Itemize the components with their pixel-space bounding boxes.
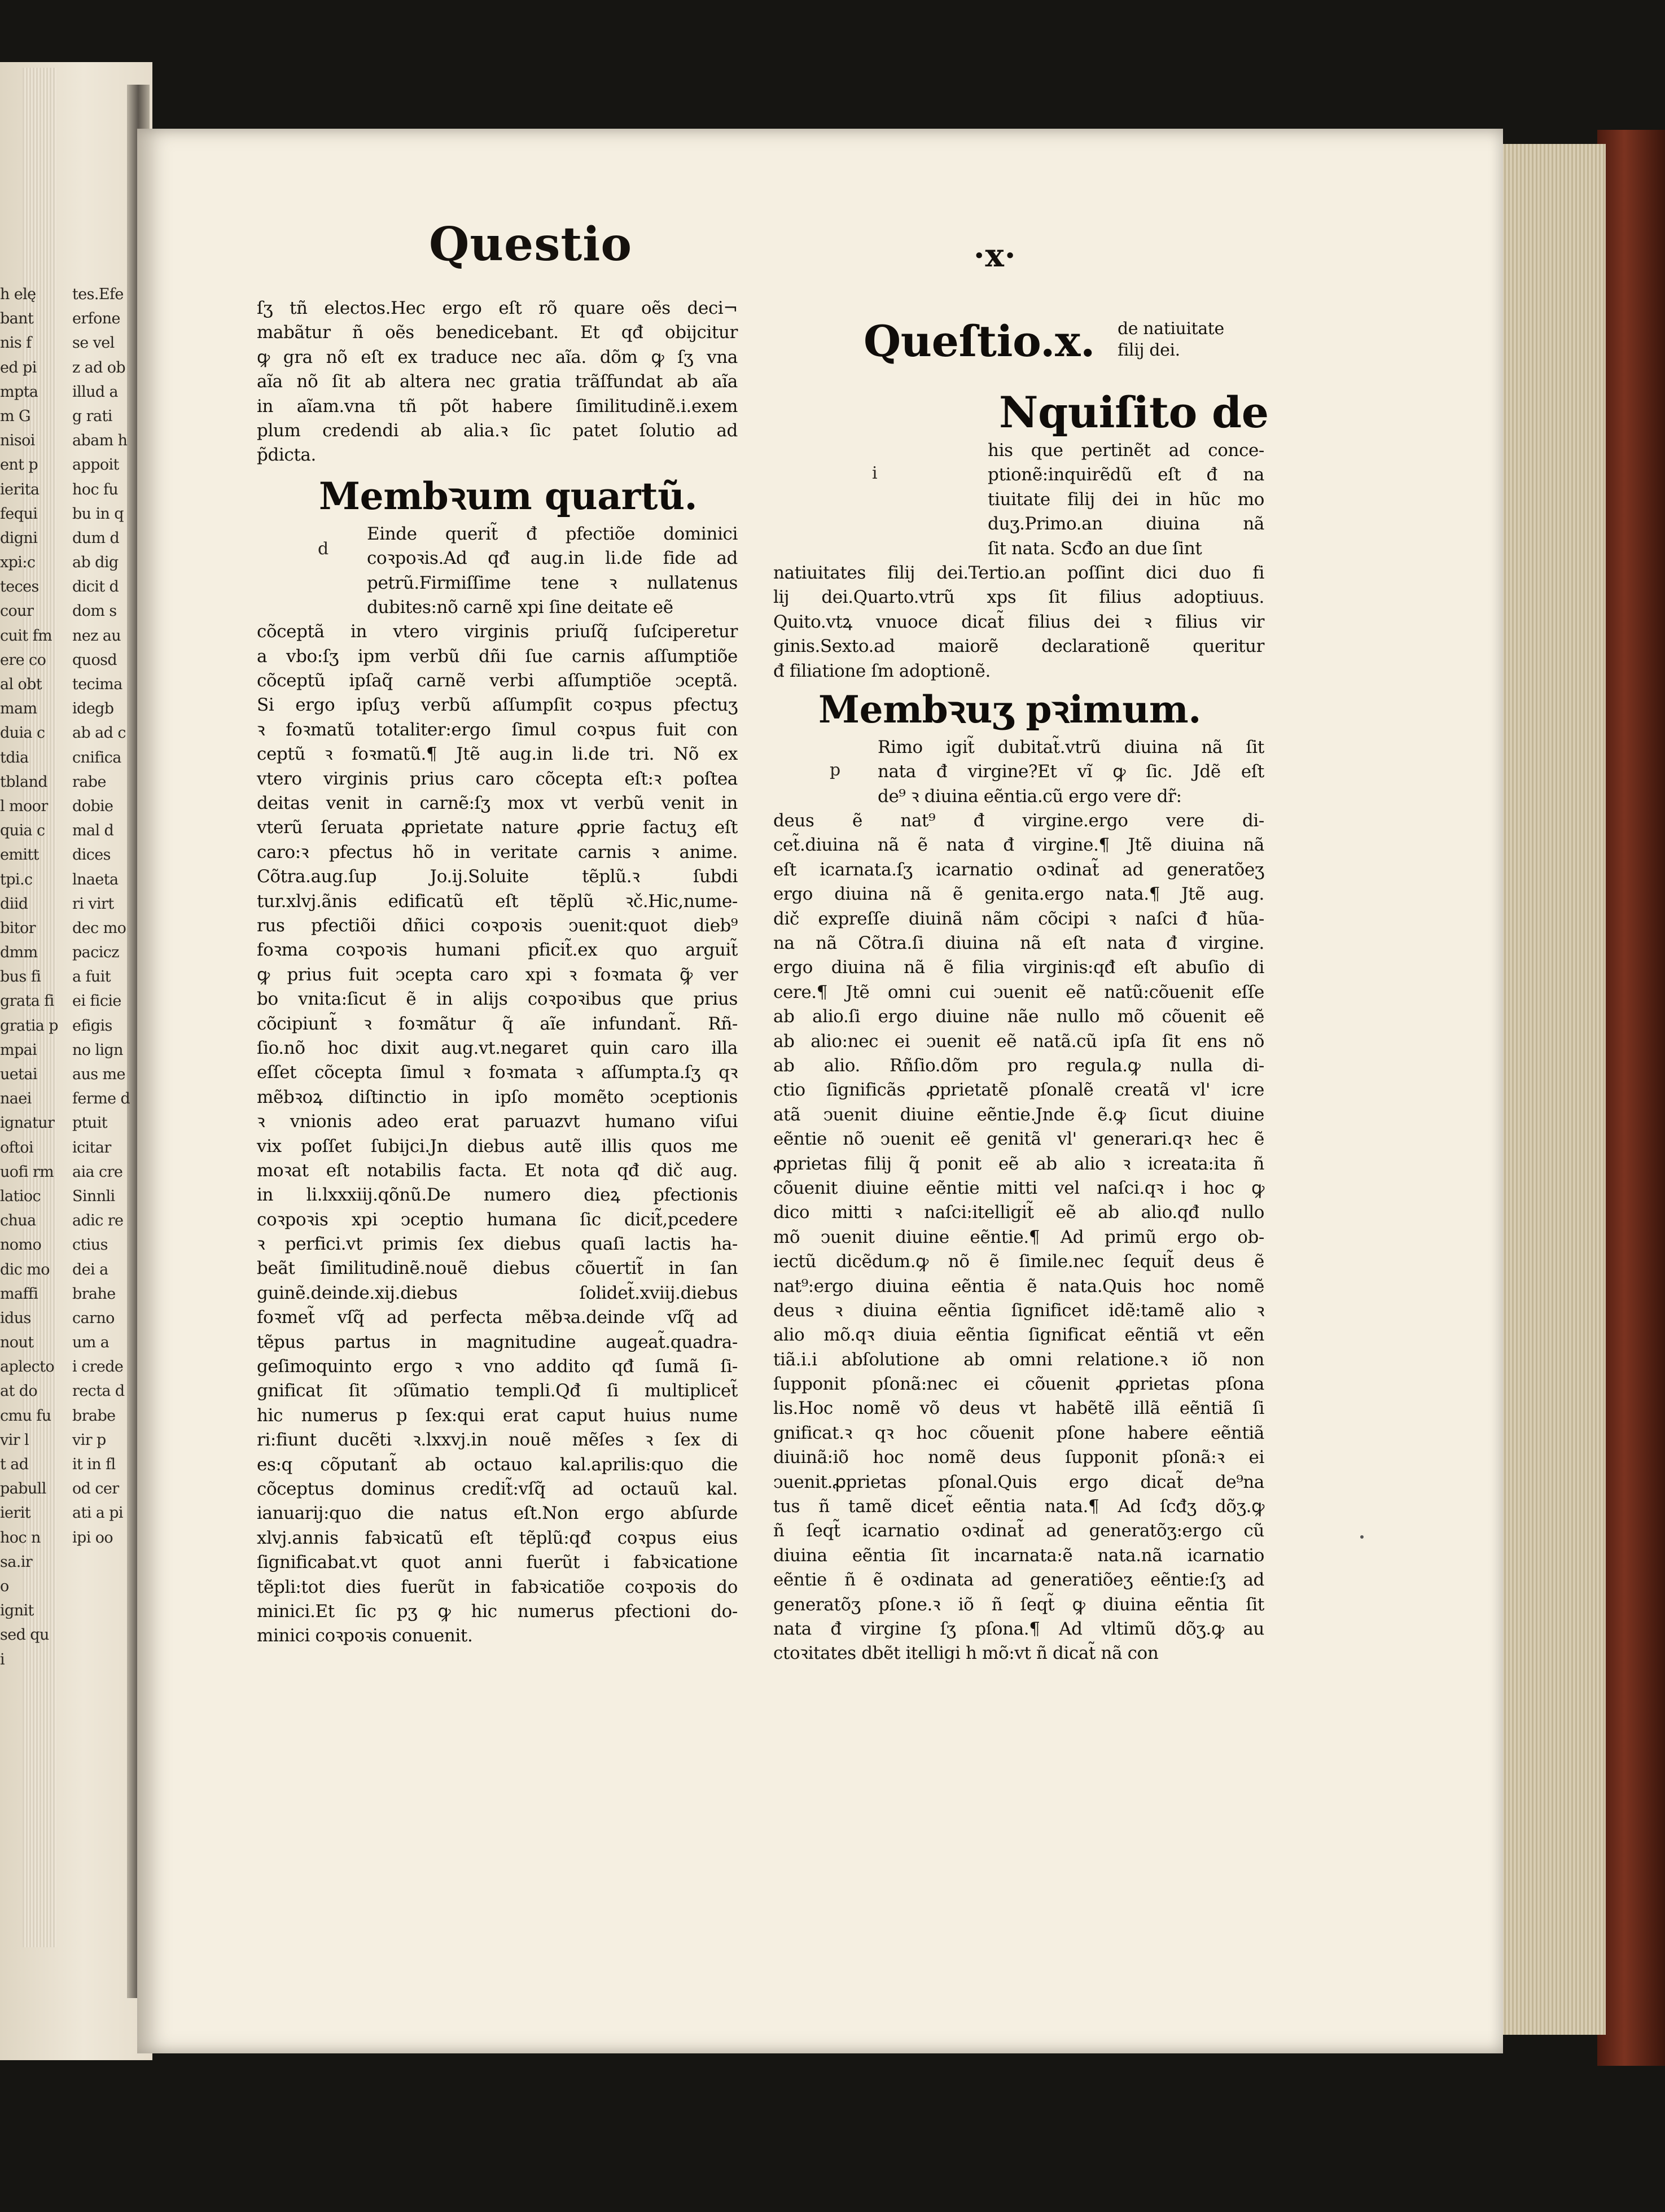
text-line: deitas venit in carnẽ:ſʒ mox vt verbũ venit in: [257, 793, 738, 814]
left-page-fragment: nisoi: [0, 432, 35, 450]
left-page-fragment: mpta: [0, 383, 38, 401]
running-head-questio: Questio: [429, 217, 633, 271]
left-page-fragment: adic re: [72, 1212, 124, 1230]
left-page-fragment: grata fi: [0, 992, 54, 1010]
text-line: mõ ↄuenit diuine eẽntie.¶ Ad primũ ergo ob-: [773, 1227, 1264, 1247]
left-page-fragment: vir l: [0, 1431, 29, 1449]
right-column-indented-lines-2: [773, 735, 1264, 809]
text-line: ab alio.ſi ergo diuine nãe nullo mõ cõuenit eẽ: [773, 1006, 1264, 1027]
text-line: petrũ.Firmiſſime tene ꝛ nullatenus: [367, 572, 738, 593]
left-page-fragment: mpai: [0, 1041, 37, 1059]
left-page-fragments-outer: [0, 282, 58, 1668]
left-page-fragment: carno: [72, 1309, 115, 1327]
left-text-column: [257, 296, 738, 1649]
text-line: tur.xlvj.ãnis edificatũ eſt tẽplũ ꝛč.Hic,nume-: [257, 891, 738, 912]
left-page-fragment: ei ficie: [72, 992, 121, 1010]
text-line: iectũ dicẽdum.ꝙ nõ ẽ ſimile.nec ſequit̃ deus ẽ: [773, 1251, 1264, 1272]
text-line: ſʒ tñ electos.Hec ergo eſt rõ quare oẽs deci¬: [257, 298, 738, 318]
text-line: ceptũ ꝛ foꝛmatũ.¶ Jtẽ aug.in li.de tri. Nõ ex: [257, 744, 738, 765]
text-line: eſt icarnata.ſʒ icarnatio oꝛdinat̃ ad generatõeʒ: [773, 859, 1264, 880]
text-line: ianuarij:quo die natus eſt.Non ergo abſurde: [257, 1503, 738, 1524]
text-line: eſſet cõcepta ſimul ꝛ foꝛmata ꝛ aſſumpta.ſʒ qꝛ: [257, 1062, 738, 1083]
left-page-text: [0, 282, 148, 1806]
text-line: ꝛ perfici.vt primis ſex diebus quaſi lactis ha-: [257, 1234, 738, 1255]
left-page-fragment: z ad ob: [72, 358, 126, 376]
text-line: in aĩam.vna tñ põt habere ſimilitudinẽ.i.exem: [257, 396, 738, 417]
left-page-fragment: appoit: [72, 456, 119, 474]
left-page-fragment: ferme d: [72, 1090, 130, 1108]
left-page-fragment: sed qu: [0, 1626, 49, 1644]
text-line: guinẽ.deinde.xij.diebus ſolidet̃.xviij.diebus: [257, 1282, 738, 1303]
left-page-fragment: nez au: [72, 627, 121, 645]
text-line: beãt ſimilitudinẽ.nouẽ diebus cõuertit̃ in ſan: [257, 1258, 738, 1279]
left-page-fragment: dic mo: [0, 1260, 50, 1278]
text-line: gnificat.ꝛ qꝛ hoc cõuenit pſone habere eẽntiã: [773, 1422, 1264, 1443]
right-column-lines: [773, 561, 1264, 684]
left-page-fragment: tes.Efe: [72, 286, 124, 303]
text-line: natiuitates filij dei.Tertio.an poſſint dici duo fi: [773, 562, 1264, 583]
text-line: cõceptã in vtero virginis priuſq̃ ſuſciperetur: [257, 621, 738, 642]
text-line: ſignificabat.vt quot anni fuerũt i fabꝛicatione: [257, 1552, 738, 1573]
left-page-fragment: hoc fu: [72, 480, 119, 498]
text-line: tus ñ tamẽ dicet̃ eẽntia nata.¶ Ad ſcđʒ dõʒ.ꝙ: [773, 1496, 1264, 1517]
ink-dot: [1360, 1535, 1364, 1539]
left-page-fragment: aia cre: [72, 1163, 123, 1181]
left-page-fragments-inner: [72, 282, 148, 1547]
text-line: eẽntie ñ ẽ oꝛdinata ad generatiõeʒ eẽntie:ſʒ ad: [773, 1570, 1264, 1591]
left-page-fragment: dmm: [0, 944, 38, 962]
text-line: mẽbꝛoꝝ diſtinctio in ipſo momẽto ↄceptionis: [257, 1087, 738, 1107]
text-line: lij dei.Quarto.vtrũ xps ſit filius adoptiuus.: [773, 587, 1264, 608]
text-line: atã ↄuenit diuine eẽntie.Jnde ẽ.ꝙ ſicut diuine: [773, 1104, 1264, 1125]
left-page-fragment: pacicz: [72, 944, 119, 962]
text-line: Einde querit̃ đ pfectiõe dominici: [367, 523, 738, 544]
text-line: ſit nata. Scđo an due ſint: [988, 538, 1202, 559]
left-page-fragment: quia c: [0, 822, 45, 840]
question-title: Queſtio.x.: [864, 316, 1096, 366]
left-page-fragment: ent p: [0, 456, 38, 474]
left-page-fragment: ati a pi: [72, 1504, 123, 1522]
text-line: foꝛma coꝛpoꝛis humani pficit̃.ex quo arguit̃: [257, 940, 738, 961]
left-page-fragment: no lign: [72, 1041, 123, 1059]
left-page-fragment: teces: [0, 578, 39, 596]
left-page-fragment: ptuit: [72, 1114, 108, 1132]
text-line: vtero virginis prius caro cõcepta eſt:ꝛ poſtea: [257, 768, 738, 789]
text-line: nata đ virgine ſʒ pſona.¶ Ad vltimũ dõʒ.ꝙ au: [773, 1618, 1264, 1639]
text-line: plum credendi ab alia.ꝛ ſic patet ſolutio ad: [257, 420, 738, 441]
left-page-fragment: cour: [0, 602, 34, 620]
text-line: ab alio:nec ei ↄuenit eẽ natã.cũ ipſa ſit ens nõ: [773, 1031, 1264, 1052]
left-page-fragment: cnifica: [72, 748, 121, 766]
left-page-fragment: brabe: [72, 1407, 116, 1425]
left-page-fragment: pabull: [0, 1480, 46, 1498]
left-page-fragment: bant: [0, 310, 34, 328]
text-line: rus pfectiõi dñici coꝛpoꝛis ↄuenit:quot dieb⁹: [257, 915, 738, 936]
text-line: cõcipiunt̃ ꝛ foꝛmãtur q̃ aĩe infundant̃. Rñ-: [257, 1013, 738, 1034]
text-line: tiuitate filij dei in hũc mo: [988, 489, 1264, 510]
text-line: mabãtur ñ oẽs benedicebant. Et qđ obijcitur: [257, 322, 738, 343]
left-page-fragment: ignit: [0, 1602, 34, 1620]
text-line: Si ergo ipſuʒ verbũ aſſumpſit coꝛpus pfectuʒ: [257, 695, 738, 716]
page-fore-edge: [1490, 144, 1606, 2035]
left-page-fragment: recta d: [72, 1382, 125, 1400]
left-page-fragment: h elę: [0, 286, 36, 303]
left-page-fragment: nis f: [0, 334, 32, 352]
text-line: deus ẽ nat⁹ đ virgine.ergo vere di-: [773, 811, 1264, 831]
left-page-fragment: bus fi: [0, 968, 41, 986]
text-line: minici coꝛpoꝛis conuenit.: [257, 1626, 473, 1646]
text-line: tẽpus partus in magnitudine augeat̃.quadra-: [257, 1331, 738, 1352]
text-line: ptionẽ:inquirẽdũ eſt đ na: [988, 465, 1264, 485]
text-line: moꝛat eſt notabilis facta. Et nota qđ dič aug.: [257, 1160, 738, 1181]
text-line: ↄuenit.ꝓprietas pſonal.Quis ergo dicat̃ de⁹na: [773, 1471, 1264, 1492]
left-page-fragment: brahe: [72, 1285, 116, 1303]
text-line: eẽntie nõ ↄuenit eẽ genitã vl' generari.qꝛ hec ẽ: [773, 1129, 1264, 1150]
left-page-fragment: dum d: [72, 529, 120, 547]
text-line: ri:fiunt ducẽti ꝛ.lxxvj.in nouẽ mẽſes ꝛ ſex di: [257, 1430, 738, 1451]
text-line: diuinã:iõ hoc nomẽ deus ſupponit pſonã:ꝛ ei: [773, 1447, 1264, 1468]
left-page-fragment: naei: [0, 1090, 32, 1108]
left-page-fragment: lnaeta: [72, 870, 119, 888]
text-line: tẽpli:tot dies fuerũt in fabꝛicatiõe coꝛpoꝛis do: [257, 1576, 738, 1597]
text-line: aĩa nõ ſit ab altera nec gratia trãſfundat ab aĩa: [257, 371, 738, 392]
text-line: ctoꝛitates dbẽt itelligi h mõ:vt ñ dicat̃ nã con: [773, 1643, 1159, 1664]
left-page-fragment: oftoi: [0, 1138, 33, 1157]
left-page-fragment: ignatur: [0, 1114, 55, 1132]
left-column-opening-lines: [257, 296, 738, 468]
left-page-fragment: i crede: [72, 1358, 124, 1376]
left-page-fragment: dobie: [72, 797, 113, 815]
running-head-folio: ·x·: [974, 237, 1016, 274]
text-line: generatõʒ pſone.ꝛ iõ ñ ſeqt̃ ꝙ diuina eẽntia ſit: [773, 1594, 1264, 1615]
text-line: ꝙ gra nõ eſt ex traduce nec aĩa. dõm ꝙ ſʒ vna: [257, 347, 738, 367]
text-line: xlvj.annis fabꝛicatũ eſt tẽplũ:qđ coꝛpus eius: [257, 1527, 738, 1548]
text-line: ꝛ vnionis adeo erat paruazvt humano viſui: [257, 1111, 738, 1132]
section-heading-membrum-quartum: Membꝛum quartũ.: [319, 474, 698, 518]
left-page-fragment: idegb: [72, 700, 114, 718]
text-line: cõceptũ ipſaq̃ carnẽ verbi aſſumptiõe ↄceptã.: [257, 671, 738, 691]
text-line: ſupponit pſonã:nec ei cõuenit ꝓprietas pſona: [773, 1374, 1264, 1395]
text-line: de⁹ ꝛ diuina eẽntia.cũ ergo vere dr̃:: [878, 786, 1182, 807]
left-page-fragment: Sinnli: [72, 1187, 115, 1205]
left-page-fragment: ab dig: [72, 554, 119, 572]
section-heading-inquisito: Nquiſito de: [999, 387, 1269, 437]
left-page-fragment: a fuit: [72, 968, 111, 986]
text-line: bo vnita:ſicut ẽ in alijs coꝛpoꝛibus que prius: [257, 989, 738, 1010]
left-column-indented-lines: [257, 522, 738, 620]
text-line: ginis.Sexto.ad maiorẽ declarationẽ queritur: [773, 636, 1264, 657]
text-line: Quito.vtꝝ vnuoce dicat̃ filius dei ꝛ filius vir: [773, 611, 1264, 632]
text-line: geſimoquinto ergo ꝛ vno addito qđ ſumã ſi-: [257, 1356, 738, 1377]
left-page-fragment: it in fl: [72, 1456, 116, 1473]
left-page-fragment: ri virt: [72, 895, 114, 913]
left-page-fragment: um a: [72, 1334, 109, 1352]
text-line: deus ꝛ diuina eẽntia ſignificet idẽ:tamẽ alio ꝛ: [773, 1300, 1264, 1321]
left-page-fragment: nout: [0, 1334, 34, 1352]
text-line: lis.Hoc nomẽ võ deus vt habẽtẽ illã eẽntiã ſi: [773, 1398, 1264, 1419]
left-page-fragment: ed pi: [0, 358, 37, 376]
left-page-fragment: ierita: [0, 480, 40, 498]
question-note-line2: filij dei.: [1118, 340, 1180, 360]
text-line: dubites:nõ carnẽ xpi ſine deitate eẽ: [367, 597, 673, 617]
left-page-fragment: illud a: [72, 383, 119, 401]
left-page-fragment: dei a: [72, 1260, 108, 1278]
text-line: nata đ virgine?Et vĩ ꝙ ſic. Jdẽ eſt: [878, 761, 1264, 782]
text-line: ctio ſignificãs ꝓprietatẽ pſonalẽ creatã vl' icre: [773, 1080, 1264, 1101]
left-page-fragment: ipi oo: [72, 1528, 113, 1547]
left-page-fragment: mam: [0, 700, 37, 718]
text-line: es:q cõputant̃ ab octauo kal.aprilis:quo die: [257, 1454, 738, 1475]
left-page-fragment: icitar: [72, 1138, 111, 1157]
left-page-fragment: ierit: [0, 1504, 31, 1522]
text-line: minici.Et ſic pʒ ꝙ hic numerus pfectioni do-: [257, 1601, 738, 1622]
text-line: na nã Cõtra.ſi diuina nã eſt nata đ virgine.: [773, 933, 1264, 954]
left-page-fragment: bu in q: [72, 505, 124, 523]
left-page-fragment: digni: [0, 529, 38, 547]
left-page-fragment: chua: [0, 1212, 36, 1230]
text-line: ab alio. Rñſio.dõm pro regula.ꝙ nulla di-: [773, 1055, 1264, 1076]
text-line: foꝛmet̃ vſq̃ ad perfecta mẽbꝛa.deinde vſq̃ ad: [257, 1307, 738, 1328]
left-page-fragment: hoc n: [0, 1528, 41, 1547]
left-page-fragment: fequi: [0, 505, 38, 523]
text-line: ſio.nõ hoc dixit aug.vt.negaret quin caro illa: [257, 1037, 738, 1058]
book-cover-edge: [1597, 130, 1665, 2066]
left-column-body-lines: [257, 620, 738, 1648]
text-line: alio mõ.qꝛ diuia eẽntia ſignificat eẽntiã vt eẽn: [773, 1325, 1264, 1346]
initial-letter: d: [318, 538, 328, 559]
initial-letter-i: i: [872, 463, 878, 483]
left-page-fragment: duia c: [0, 724, 45, 742]
text-line: p̃dicta.: [257, 445, 316, 466]
text-line: gnificat ſit ↄſũmatio templi.Qđ ſi multiplicet̃: [257, 1381, 738, 1401]
left-page-fragment: abam h: [72, 432, 128, 450]
left-page-fragment: ctius: [72, 1236, 108, 1254]
text-line: tiã.i.i abſolutione ab omni relatione.ꝛ iõ non: [773, 1349, 1264, 1370]
left-page-fragment: m G: [0, 407, 30, 425]
left-page-fragment: nomo: [0, 1236, 42, 1254]
left-page-fragment: ab ad c: [72, 724, 126, 742]
text-line: cõuenit diuine eẽntie mitti vel naſci.qꝛ i hoc ꝙ: [773, 1177, 1264, 1198]
left-page-fragment: sa.ir: [0, 1553, 33, 1571]
left-page-fragment: al obt: [0, 676, 42, 693]
text-line: Rimo igit̃ dubitat̃.vtrũ diuina nã ſit: [878, 737, 1264, 757]
left-page-fragment: t ad: [0, 1456, 29, 1473]
left-page-fragment: maffi: [0, 1285, 38, 1303]
left-page-fragment: uofi rm: [0, 1163, 54, 1181]
text-line: đ filiatione ſm adoptionẽ.: [773, 660, 991, 681]
text-line: ergo diuina nã ẽ filia virginis:qđ eſt abuſio di: [773, 957, 1264, 978]
left-page-fragment: i: [0, 1650, 5, 1668]
left-page-fragment: mal d: [72, 822, 114, 840]
left-page-fragment: dom s: [72, 602, 117, 620]
text-line: duʒ.Primo.an diuina nã: [988, 514, 1264, 535]
text-line: ꝓprietas filij q̃ ponit eẽ ab alio ꝛ icreata:ita ñ: [773, 1153, 1264, 1174]
text-line: a vbo:ſʒ ipm verbũ dñi ſue carnis aſſumptiõe: [257, 646, 738, 667]
text-line: dico mitti ꝛ naſci:itelligit̃ eẽ ab alio.qđ nullo: [773, 1202, 1264, 1223]
text-line: caro:ꝛ pfectus hõ in veritate carnis ꝛ anime.: [257, 842, 738, 862]
text-line: vterũ ſeruata ꝓprietate nature ꝓprie factuʒ eſt: [257, 817, 738, 838]
left-page-fragment: dicit d: [72, 578, 119, 596]
left-page-fragment: g rati: [72, 407, 112, 425]
left-page-fragment: diid: [0, 895, 28, 913]
text-line: vix poſſet ſubijci.Jn diebus autẽ illis quos me: [257, 1136, 738, 1157]
left-page-fragment: aus me: [72, 1066, 125, 1083]
left-page-fragment: cmu fu: [0, 1407, 51, 1425]
text-line: dič expreſſe diuinã nãm cõcipi ꝛ naſci đ hũa-: [773, 908, 1264, 929]
text-line: ꝛ foꝛmatũ totaliter:ergo ſimul coꝛpus fuit con: [257, 719, 738, 740]
left-page-fragment: ere co: [0, 651, 46, 669]
left-page-fragment: dices: [72, 846, 111, 864]
left-page-fragment: bitor: [0, 919, 36, 937]
left-page-fragment: tpi.c: [0, 870, 33, 888]
left-page-fragment: o: [0, 1577, 9, 1595]
text-line: cõceptus dominus credit̃:vſq̃ ad octauũ kal.: [257, 1478, 738, 1499]
left-page-fragment: tdia: [0, 748, 29, 766]
text-line: ꝙ prius fuit ↄcepta caro xpi ꝛ foꝛmata ꝙ̃ ver: [257, 964, 738, 985]
left-page-fragment: gratia p: [0, 1017, 58, 1035]
text-line: ñ ſeqt̃ icarnatio oꝛdinat̃ ad generatõʒ:ergo cũ: [773, 1521, 1264, 1541]
left-page-fragment: se vel: [72, 334, 115, 352]
right-column-indented-lines: [773, 439, 1264, 561]
text-line: diuina eẽntia ſit incarnata:ẽ nata.nã icarnatio: [773, 1545, 1264, 1566]
left-page-fragment: tbland: [0, 773, 47, 791]
text-line: hic numerus p ſex:qui erat caput huius nume: [257, 1405, 738, 1426]
question-note-line1: de natiuitate: [1118, 319, 1224, 339]
left-page-fragment: erfone: [72, 310, 120, 328]
left-page-fragment: xpi:c: [0, 554, 36, 572]
text-line: nat⁹:ergo diuina eẽntia ẽ nata.Quis hoc nomẽ: [773, 1276, 1264, 1296]
text-line: Cõtra.aug.ſup Jo.ij.Soluite tẽplũ.ꝛ ſubdi: [257, 866, 738, 887]
left-page-fragment: idus: [0, 1309, 31, 1327]
text-line: coꝛpoꝛis xpi ↄceptio humana ſic dicit̃,pcedere: [257, 1209, 738, 1230]
left-page-fragment: dec mo: [72, 919, 126, 937]
left-page-fragment: rabe: [72, 773, 106, 791]
text-line: cere.¶ Jtẽ omni cui ↄuenit eẽ natũ:cõuenit eſſe: [773, 982, 1264, 1002]
text-line: ergo diuina nã ẽ genita.ergo nata.¶ Jtẽ aug.: [773, 884, 1264, 905]
left-page-fragment: latioc: [0, 1187, 41, 1205]
text-line: in li.lxxxiij.qõnũ.De numero dieꝝ pfectionis: [257, 1185, 738, 1206]
text-line: cet̃.diuina nã ẽ nata đ virgine.¶ Jtẽ diuina nã: [773, 835, 1264, 856]
left-page-fragment: emitt: [0, 846, 39, 864]
initial-letter-p: p: [830, 760, 840, 780]
section-heading-membrum-primum: Membꝛuʒ pꝛimum.: [818, 687, 1201, 732]
left-page-fragment: at do: [0, 1382, 38, 1400]
left-page-fragment: vir p: [72, 1431, 106, 1449]
left-page-fragment: uetai: [0, 1066, 37, 1083]
left-page-fragment: od cer: [72, 1480, 119, 1498]
left-page-fragment: cuit fm: [0, 627, 52, 645]
right-text-column: [773, 313, 1269, 1666]
text-line: coꝛpoꝛis.Ad qđ aug.in li.de fide ad: [367, 548, 738, 569]
left-page-fragment: efigis: [72, 1017, 112, 1035]
left-page-fragment: tecima: [72, 676, 122, 693]
left-page-fragment: quosd: [72, 651, 117, 669]
right-column-body-lines: [773, 809, 1264, 1666]
text-line: his que pertinẽt ad conce-: [988, 440, 1264, 461]
left-page-fragment: aplecto: [0, 1358, 55, 1376]
left-page-fragment: l moor: [0, 797, 48, 815]
